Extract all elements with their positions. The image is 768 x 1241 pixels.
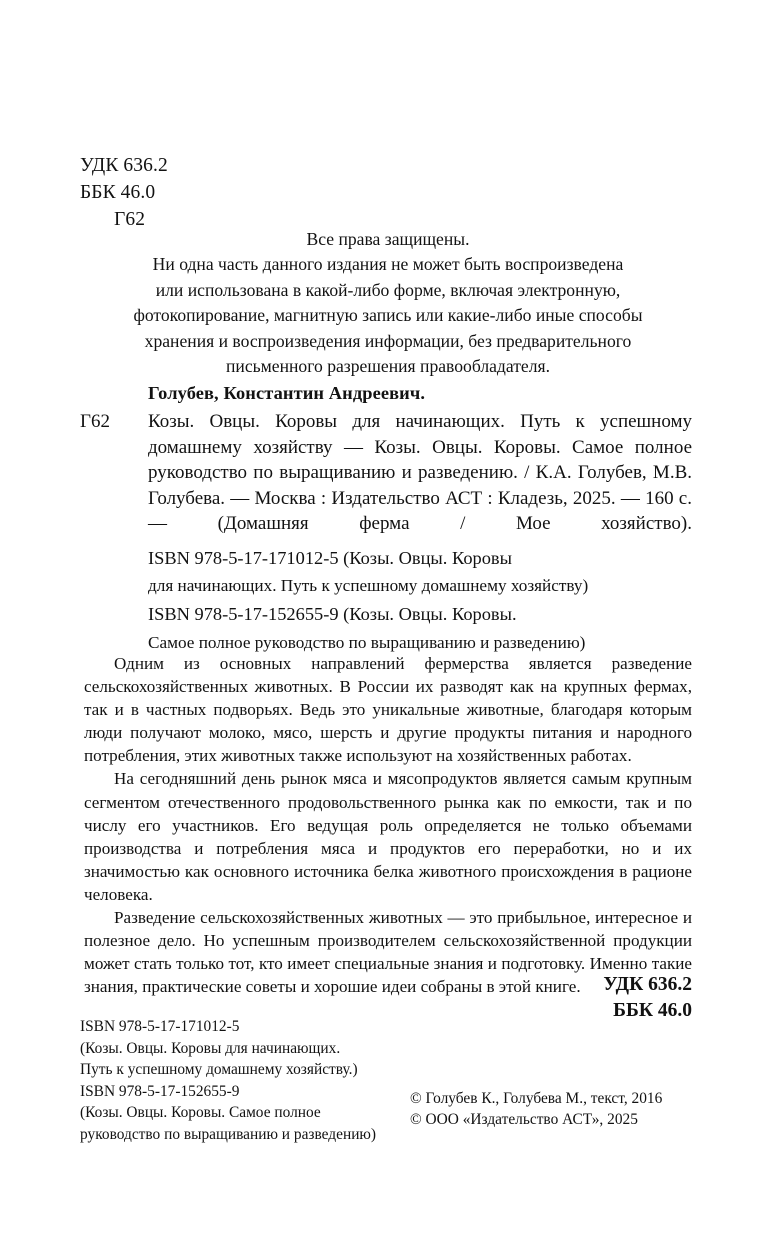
rights-notice-line: фотокопирование, магнитную запись или какие-либо иные способы: [133, 305, 643, 326]
copyright-line-publisher: © ООО «Издательство АСТ», 2025: [410, 1111, 638, 1128]
rights-notice-line: Ни одна часть данного издания не может быть воспроизведена: [152, 254, 624, 275]
bibliographic-body: [80, 409, 692, 563]
annotation-paragraph: Одним из основных направлений фермерства является разведение сельскохозяйственных животных. В России их разводят как на крупных фермах, так и в частных подворьях. Ведь это уникальные животные, благодаря которым люди получают молоко, мясо, шерсть и другие продукты питания и народного потребления, этих животных также используют на хозяйственных работах.: [84, 654, 692, 766]
footer-isbn-line: (Козы. Овцы. Коровы для начинающих.: [80, 1039, 341, 1057]
bbk-code-top: ББК 46.0: [80, 182, 156, 203]
bibliographic-author-heading: Голубев, Константин Андреевич.: [148, 383, 426, 403]
bibliographic-record: [80, 381, 692, 563]
udk-code-top: УДК 636.2: [80, 155, 168, 176]
isbn-line-primary: ISBN 978-5-17-171012-5 (Козы. Овцы. Коровы: [148, 548, 512, 568]
bibliographic-shelf-mark: Г62: [80, 411, 110, 432]
annotation-paragraph: На сегодняшний день рынок мяса и мясопродуктов является самым крупным сегментом отечественного продовольственного рынка как по емкости, так и по числу его участников. Его ведущая роль определяется не только объемами производства и потребления мяса и продуктов его переработки, но и их значимостью как основного источника белка животного происхождения в рационе человека.: [84, 769, 692, 904]
classification-codes-top: [80, 152, 168, 233]
rights-notice: [84, 227, 692, 379]
isbn-block: [148, 544, 696, 657]
footer-columns: [80, 1016, 692, 1146]
rights-notice-line: письменного разрешения правообладателя.: [225, 356, 551, 377]
page-footer: [80, 1016, 692, 1146]
footer-isbn-column: [80, 1016, 410, 1145]
annotation-text: [84, 652, 692, 998]
isbn-line-primary-continued: для начинающих. Путь к успешному домашнему хозяйству): [148, 576, 589, 596]
bibliographic-description: Козы. Овцы. Коровы для начинающих. Путь к успешному домашнему хозяйству — Козы. Овцы. Коровы. Самое полное руководство по выращиванию и разведению. / К.А. Голубев, М.В. Голубева. — Москва : Издательство АСТ : Кладезь, 2025. — 160 с. — (Домашняя ферма / Мое хозяйство).: [148, 411, 692, 535]
footer-isbn-line: (Козы. Овцы. Коровы. Самое полное: [80, 1104, 321, 1121]
footer-isbn-line: ISBN 978-5-17-171012-5: [80, 1018, 240, 1035]
footer-isbn-line: ISBN 978-5-17-152655-9: [80, 1082, 240, 1100]
footer-isbn-line: руководство по выращиванию и разведению): [80, 1125, 377, 1143]
rights-notice-line: хранения и воспроизведения информации, без предварительного: [144, 330, 632, 351]
annotation-paragraph: Разведение сельскохозяйственных животных — это прибыльное, интересное и полезное дело. Но успешным производителем сельскохозяйственной продукции может стать только тот, кто имеет специальные знания и подготовку. Именно такие знания, практические советы и хорошие идеи собраны в этой книге.: [84, 908, 692, 997]
footer-isbn-line: Путь к успешному домашнему хозяйству.): [80, 1061, 358, 1078]
author-mark-top: Г62: [114, 209, 146, 230]
rights-notice-line: Все права защищены.: [306, 229, 470, 249]
bbk-code-bottom: ББК 46.0: [613, 999, 692, 1021]
isbn-line-secondary: ISBN 978-5-17-152655-9 (Козы. Овцы. Коровы.: [148, 604, 517, 625]
copyright-line-authors: © Голубев К., Голубева М., текст, 2016: [410, 1089, 663, 1107]
isbn-line-secondary-continued: Самое полное руководство по выращиванию и разведению): [148, 632, 586, 652]
udk-code-bottom: УДК 636.2: [603, 974, 692, 995]
footer-copyright-column: [410, 1088, 700, 1131]
rights-notice-line: или использована в какой-либо форме, включая электронную,: [155, 279, 621, 300]
